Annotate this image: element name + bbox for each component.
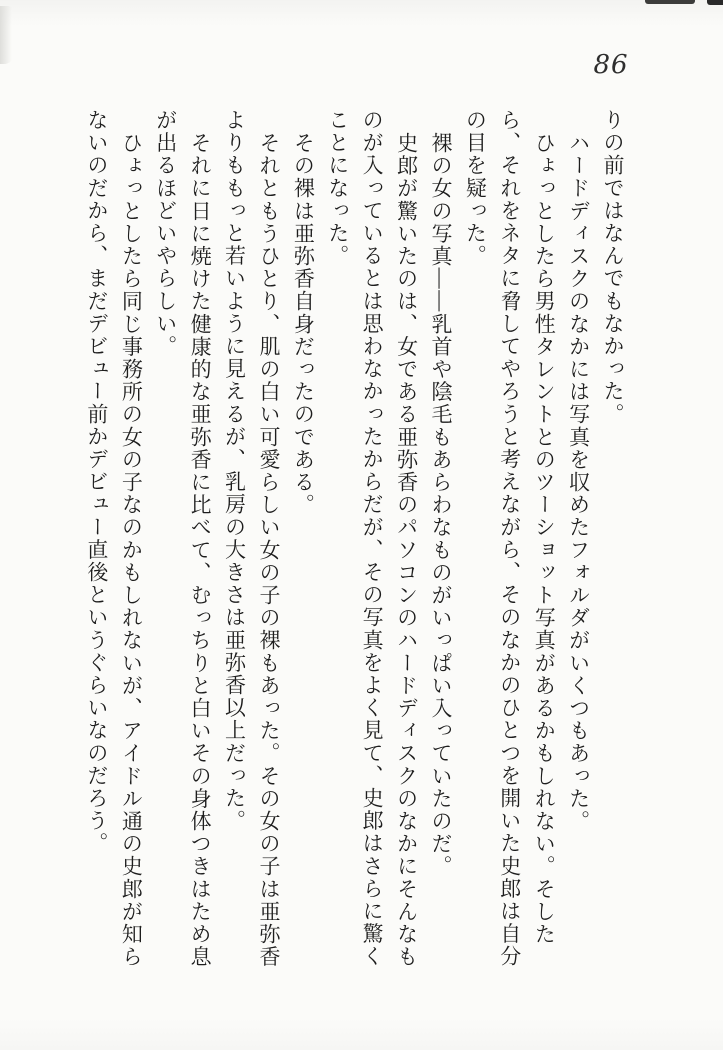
scan-artifact-top-left xyxy=(0,6,14,64)
paragraph-4: 裸の女の写真――乳首や陰毛もあらわなものがいっぱい入っていたのだ。 xyxy=(428,131,453,878)
body-text xyxy=(80,109,631,968)
paragraph-1: りの前ではなんでもなかった。 xyxy=(601,109,625,426)
paragraph-6: その裸は亜弥香自身だったのである。 xyxy=(291,131,316,516)
paragraph-5: 史郎が驚いたのは、女である亜弥香のパソコンのハードディスクのなかにそんなものが入っているとは思わなかったからだが、その写真をよく見て、史郎はさらに驚くことになった。 xyxy=(325,109,419,968)
paragraph-9: ひょっとしたら同じ事務所の女の子なのかもしれないが、アイドル通の史郎が知らないのだから、まだデビュー前かデビュー直後というぐらいなのだろう。 xyxy=(84,109,144,968)
scan-artifact-top-right-1 xyxy=(645,0,695,4)
paragraph-2: ハードディスクのなかには写真を収めたフォルダがいくつもあった。 xyxy=(566,131,591,833)
paragraph-3: ひょっとしたら男性タレントとのツーショット写真があるかもしれない。そしたら、それをネタに脅してやろうと考えながら、そのなかのひとつを開いた史郎は自分の目を疑った。 xyxy=(463,109,557,968)
page-number: 86 xyxy=(593,50,629,80)
paragraph-7: それともうひとり、肌の白い可愛らしい女の子の裸もあった。その女の子は亜弥香よりももっと若いように見えるが、乳房の大きさは亜弥香以上だった。 xyxy=(222,109,281,968)
paragraph-8: それに日に焼けた健康的な亜弥香に比べて、むっちりと白いその身体つきはため息が出るほどいやらしい。 xyxy=(153,109,213,968)
scan-artifact-top-right-2 xyxy=(707,0,723,5)
